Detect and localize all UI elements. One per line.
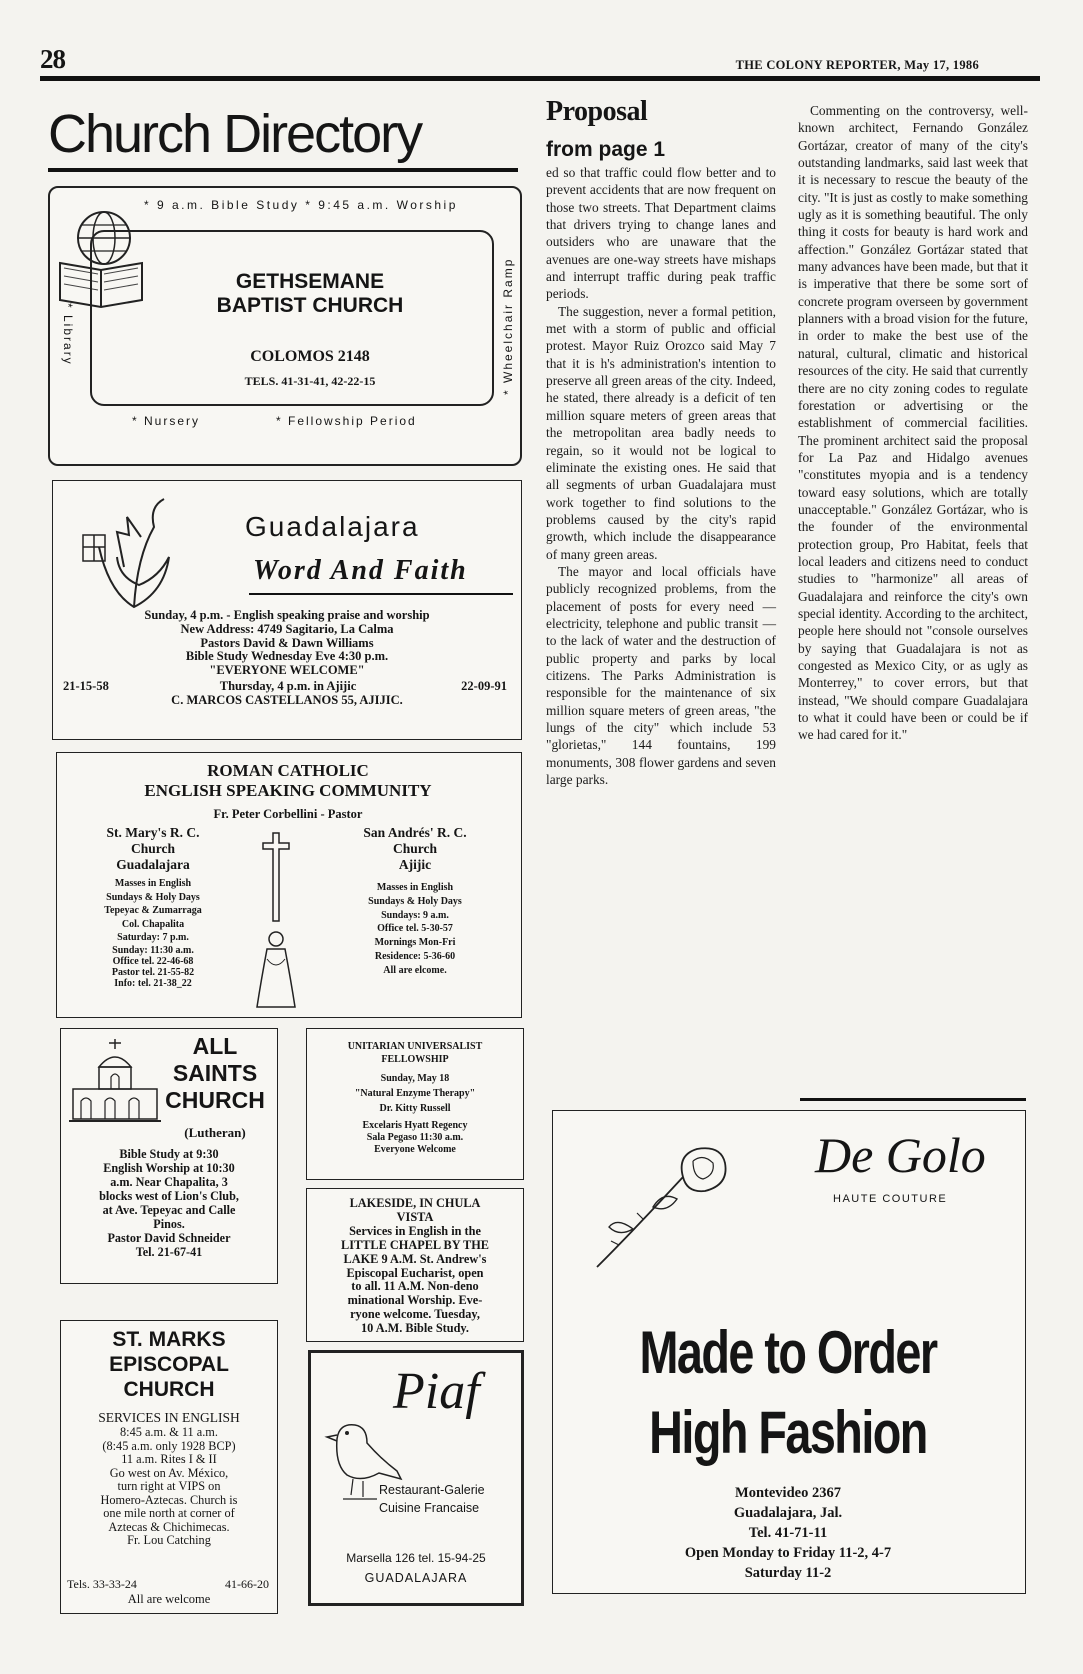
catholic-title-1: ROMAN CATHOLIC	[207, 761, 369, 780]
word-faith-line-5: "EVERYONE WELCOME"	[209, 663, 365, 678]
masthead: THE COLONY REPORTER, May 17, 1986	[735, 58, 979, 72]
st-marys-name: St. Mary's R. C.	[106, 825, 200, 840]
word-faith-line-2: New Address: 4749 Sagitario, La Calma	[180, 621, 394, 636]
gethsemane-name-2: BAPTIST CHURCH	[216, 294, 404, 317]
gethsemane-ad	[48, 186, 522, 466]
all-saints-title-1: ALL	[192, 1033, 238, 1059]
st-marks-title-1: ST. MARKS	[112, 1328, 226, 1351]
article-headline: Proposal	[546, 96, 648, 127]
gethsemane-top-line: * 9 a.m. Bible Study * 9:45 a.m. Worship	[144, 198, 458, 212]
dove-flame-icon	[79, 497, 189, 617]
st-marks-title-3: CHURCH	[123, 1378, 215, 1401]
rose-icon	[593, 1141, 743, 1271]
piaf-line-1: Restaurant-Galerie	[379, 1483, 485, 1497]
word-faith-title-1: Guadalajara	[245, 511, 420, 542]
piaf-city: GUADALAJARA	[364, 1571, 468, 1585]
all-saints-title-2: SAINTS	[172, 1060, 258, 1086]
article-paragraph: ed so that traffic could flow better and to prevent accidents that are now frequent on those two streets. That Department claims that drivers trying to change lanes and outsiders who are unaware that the avenues are one-way streets have mishaps and interrupt traffic during peak traffic periods.	[546, 165, 776, 302]
directory-title: Church Directory	[48, 104, 422, 164]
degolo-hours-2: Saturday 11-2	[744, 1565, 832, 1581]
church-building-icon	[69, 1037, 161, 1127]
word-faith-phone-right: 22-09-91	[461, 679, 507, 693]
article-column-1	[546, 164, 776, 788]
word-faith-line-7: C. MARCOS CASTELLANOS 55, AJIJIC.	[171, 693, 403, 707]
gethsemane-name-1: GETHSEMANE	[235, 270, 385, 293]
gethsemane-ramp: * Wheelchair Ramp	[501, 257, 515, 395]
piaf-logo: Piaf	[393, 1363, 480, 1420]
st-marys-block: St. Mary's R. C. Church Guadalajara Masses in English Sundays & Holy Days Tepeyac & Zumarraga Col. Chapalita Saturday: 7 p.m. Sunday: 11:30 a.m. Office tel. 22-46-68 Pastor tel. 21-55-82 Info: tel. 21-38_22	[63, 825, 243, 989]
catholic-pastor: Fr. Peter Corbellini - Pastor	[213, 807, 363, 821]
degolo-headline-2: High Fashion	[649, 1399, 927, 1466]
unitarian-ad: UNITARIAN UNIVERSALIST FELLOWSHIP Sunday, May 18 "Natural Enzyme Therapy" Dr. Kitty Russell Excelaris Hyatt Regency Sala Pegaso 11:30 a.m. Everyone Welcome	[306, 1028, 524, 1180]
catholic-ad	[56, 752, 522, 1018]
word-faith-line-6: Thursday, 4 p.m. in Ajijic	[219, 679, 357, 693]
degolo-tel: Tel. 41-71-11	[748, 1525, 828, 1541]
san-andres-name: San Andrés' R. C.	[363, 825, 467, 840]
gethsemane-nursery: * Nursery	[132, 414, 201, 428]
all-saints-body: Bible Study at 9:30 English Worship at 10:30 a.m. Near Chapalita, 3 blocks west of Lion's Club, at Ave. Tepeyac and Calle Pinos. Pastor David Schneider Tel. 21-67-41	[65, 1147, 273, 1259]
word-faith-line-3: Pastors David & Dawn Williams	[200, 635, 374, 650]
article-subhead: from page 1	[546, 138, 666, 161]
article-paragraph: The mayor and local officials have publicly recognized problems, from the placement of posts for every need — electricity, telephone and public transit — to the lack of water and the destruction of public property and parks by local citizens. The Parks Administration is responsible for the maintenance of six million square meters of green areas, "the lungs of the city" which include 53 "glorietas," 144 fountains, 199 monuments, 308 flower gardens and seven large parks.	[546, 563, 776, 788]
all-saints-pastor: Pastor David Schneider	[107, 1231, 231, 1245]
article-end-rule	[800, 1098, 1026, 1101]
gethsemane-phones: TELS. 41-31-41, 42-22-15	[244, 374, 376, 388]
gethsemane-address: COLOMOS 2148	[250, 348, 370, 365]
all-saints-subtitle: (Lutheran)	[184, 1125, 246, 1140]
header-rule	[40, 76, 1040, 81]
article-column-2	[798, 102, 1028, 744]
degolo-headline-1: Made to Order	[639, 1319, 937, 1386]
piaf-address: Marsella 126 tel. 15-94-25	[346, 1551, 486, 1565]
word-faith-line-4: Bible Study Wednesday Eve 4:30 p.m.	[185, 649, 389, 664]
word-faith-line-1: Sunday, 4 p.m. - English speaking praise and worship	[144, 608, 430, 622]
word-faith-phone-left: 21-15-58	[63, 679, 109, 693]
unitarian-title: UNITARIAN UNIVERSALIST	[347, 1041, 483, 1052]
degolo-hours-1: Open Monday to Friday 11-2, 4-7	[684, 1545, 892, 1561]
st-marks-body: SERVICES IN ENGLISH 8:45 a.m. & 11 a.m. (8:45 a.m. only 1928 BCP) 11 a.m. Rites I & II Go west on Av. México, turn right at VIPS on Homero-Aztecas. Church is one mile north at corner of Aztecas & Chichimecas. Fr. Lou Catching	[98, 1410, 240, 1547]
degolo-address-1: Montevideo 2367	[735, 1485, 841, 1501]
article-paragraph: Commenting on the controversy, well-known architect, Fernando González Gortázar, creator of many of the city's outstanding landmarks, said last week that it is necessary to rescue the beauty of the city. "It is just as costly to make something ugly as it is something beautiful. The only thing it costs for beauty is hard work and affection." González Gortázar stated that many advances have been made, but that it is imperative that there be some sort of concrete program overseen by government planners with a broad vision for the future, in order to make the best use of the natural, cultural, climatic and historical resources of the city. He said that currently there are no city zoning codes to regulate forestation or advertising or the establishment of commercial facilities. The prominent architect said the proposal for La Paz and Hidalgo avenues "constitutes myopia and is a tendency toward easy solutions, which are totally unacceptable." González Gortázar, who is the founder of the environmental protection group, Pro Habitat, feels that local leaders and citizens need to conduct studies to "harmonize" all areas of Guadalajara and reinforce the city's own special identity. According to the architect, people here should not "console ourselves by saying that Guadalajara is not as congested as Mexico City, or as ugly as Monterrey," to cover errors, but that instead, "We should compare Guadalajara to what it could have been or could be if we had cared for it."	[798, 103, 1028, 743]
st-marks-ad	[60, 1320, 278, 1614]
page-number: 28	[40, 44, 65, 74]
st-marks-title-2: EPISCOPAL	[109, 1353, 229, 1376]
gethsemane-library: * Library	[61, 303, 75, 366]
degolo-tagline: HAUTE COUTURE	[833, 1193, 948, 1205]
degolo-ad	[552, 1110, 1026, 1594]
degolo-logo: De Golo	[815, 1127, 986, 1183]
degolo-address-2: Guadalajara, Jal.	[733, 1505, 843, 1521]
word-faith-ad	[52, 480, 522, 740]
piaf-ad	[308, 1350, 524, 1606]
cross-statue-icon	[253, 831, 299, 1011]
word-faith-title-2: Word And Faith	[253, 555, 468, 586]
lakeside-title-1: LAKESIDE, IN CHULA	[349, 1196, 481, 1210]
all-saints-ad	[60, 1028, 278, 1284]
directory-title-rule	[48, 168, 518, 172]
san-andres-block: San Andrés' R. C. Church Ajijic Masses in English Sundays & Holy Days Sundays: 9 a.m. Office tel. 5-30-57 Mornings Mon-Fri Residence: 5-36-60 All are elcome.	[315, 825, 515, 978]
st-marks-tel-left: Tels. 33-33-24	[67, 1577, 137, 1591]
article-paragraph: The suggestion, never a formal petition, met with a storm of public and official protest. Mayor Ruiz Orozco said May 7 that it is h's administration's intention to preserve all green areas of the city. Indeed, he stated, there already is a deficit of ten million square meters of green areas that the metropolitan area badly needs to regain, so it would not be logical to eliminate the existing ones. He said that all segments of urban Guadalajara must work together to find solutions to the problems caused by the city's rapid growth, which include the disappearance of many green areas.	[546, 303, 776, 562]
catholic-title-2: ENGLISH SPEAKING COMMUNITY	[144, 781, 432, 800]
lakeside-ad: LAKESIDE, IN CHULA VISTA Services in English in the LITTLE CHAPEL BY THE LAKE 9 A.M. St. Andrew's Episcopal Eucharist, open to all. 11 A.M. Non-deno minational Worship. Eve- ryone welcome. Tuesday, 10 A.M. Bible Study.	[306, 1188, 524, 1342]
all-saints-tel: Tel. 21-67-41	[135, 1245, 203, 1259]
st-marks-welcome: All are welcome	[127, 1592, 211, 1606]
st-marks-tel-right: 41-66-20	[225, 1577, 269, 1591]
gethsemane-fellowship: * Fellowship Period	[276, 414, 417, 428]
lakeside-title-2: VISTA	[396, 1209, 434, 1224]
all-saints-title-3: CHURCH	[165, 1087, 265, 1113]
piaf-line-2: Cuisine Francaise	[379, 1501, 480, 1515]
